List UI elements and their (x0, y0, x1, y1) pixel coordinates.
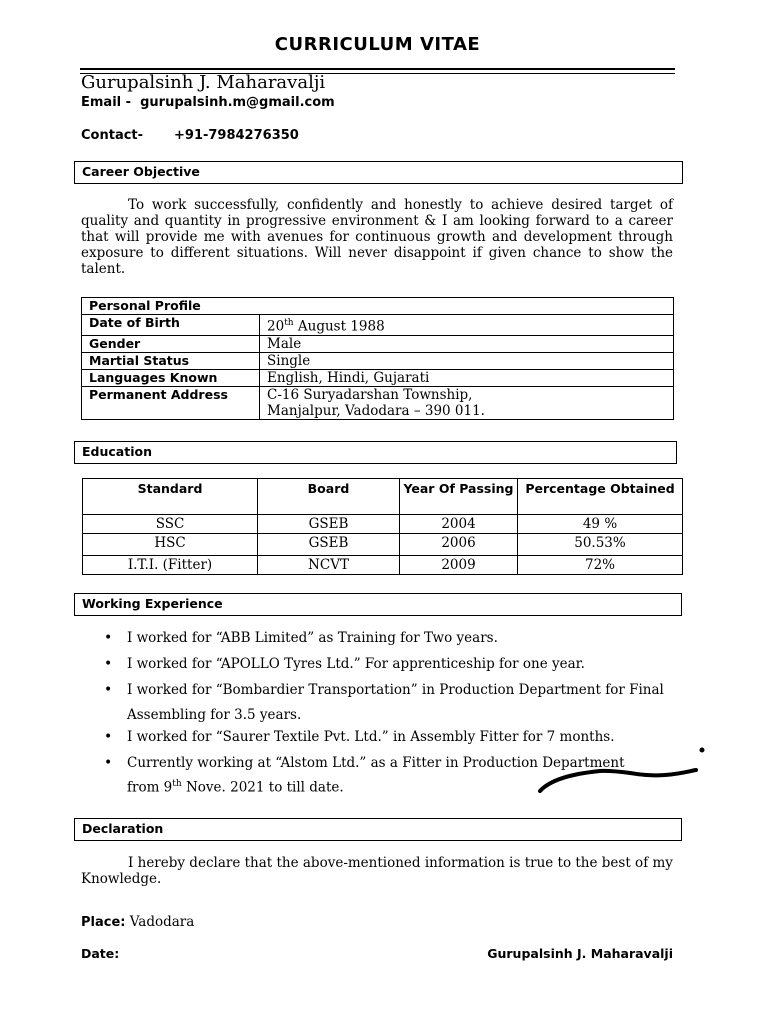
column-header: Board (258, 479, 400, 515)
profile-value: English, Hindi, Gujarati (260, 369, 674, 386)
table-row (82, 369, 674, 386)
table-row (82, 315, 674, 336)
table-cell: 2004 (400, 515, 518, 534)
table-cell: 2006 (400, 534, 518, 556)
address-line-1: C-16 Suryadarshan Township, (267, 386, 473, 403)
profile-value: Male (260, 335, 674, 352)
signature-name: Gurupalsinh J. Maharavalji (487, 946, 673, 961)
profile-label: Languages Known (82, 369, 260, 386)
table-row (83, 556, 683, 575)
column-header: Standard (83, 479, 258, 515)
personal-profile-table (81, 297, 674, 420)
place-label: Place: (81, 915, 126, 930)
contact-label: Contact- (81, 128, 144, 143)
dob-suffix: th (284, 318, 294, 328)
profile-label: Date of Birth (82, 315, 260, 336)
place-line (81, 914, 194, 930)
address-line-2: Manjalpur, Vadodara – 390 011. (267, 402, 485, 419)
table-cell: HSC (83, 534, 258, 556)
profile-value (260, 386, 674, 419)
table-cell: 2009 (400, 556, 518, 575)
table-row (82, 335, 674, 352)
contact-value: +91-7984276350 (174, 128, 299, 143)
email-line (81, 95, 335, 110)
page-title: CURRICULUM VITAE (274, 34, 481, 55)
email-value: gurupalsinh.m@gmail.com (140, 95, 335, 110)
table-cell: GSEB (258, 534, 400, 556)
table-row (83, 515, 683, 534)
dob-rest: August 1988 (293, 318, 385, 335)
table-cell: 72% (518, 556, 683, 575)
career-objective-heading: Career Objective (74, 161, 683, 184)
table-row (82, 386, 674, 419)
date-label: Date: (81, 946, 120, 961)
table-cell: NCVT (258, 556, 400, 575)
table-cell: GSEB (258, 515, 400, 534)
working-experience-heading: Working Experience (74, 593, 682, 616)
profile-value (260, 315, 674, 336)
current-job-date-suffix: th (172, 779, 182, 789)
table-cell: 50.53% (518, 534, 683, 556)
career-objective-text: To work successfully, confidently and honestly to achieve desired target of quality and quantity in progressive environment & I am looking forward to a career that will provide me with avenues for continuous growth and development through exposure to different situations. Will never disappoint if given chance to show the talent. (81, 197, 673, 277)
list-item: • I worked for “APOLLO Tyres Ltd.” For apprenticeship for one year. (104, 656, 684, 673)
profile-label: Permanent Address (82, 386, 260, 419)
table-row (82, 352, 674, 369)
table-row (82, 298, 674, 315)
column-header: Percentage Obtained (518, 479, 683, 515)
list-item: • I worked for “Saurer Textile Pvt. Ltd.” in Assembly Fitter for 7 months. (104, 729, 684, 746)
current-job-date-pre: from 9 (127, 779, 173, 796)
table-cell: SSC (83, 515, 258, 534)
education-table (82, 478, 683, 575)
email-label: Email - (81, 95, 132, 110)
list-item: • I worked for “Bombardier Transportation” in Production Department for Final Assembling for 3.5 years. (104, 678, 684, 728)
personal-profile-heading: Personal Profile (82, 298, 674, 315)
table-cell: 49 % (518, 515, 683, 534)
declaration-text: I hereby declare that the above-mentioned information is true to the best of my Knowledge. (81, 855, 673, 887)
table-cell: I.T.I. (Fitter) (83, 556, 258, 575)
profile-label: Martial Status (82, 352, 260, 369)
table-header-row (83, 479, 683, 515)
current-job-line: Currently working at “Alstom Ltd.” as a Fitter in Production Department (127, 755, 625, 771)
column-header: Year Of Passing (400, 479, 518, 515)
pen-scribble (530, 738, 710, 798)
dob-day: 20 (267, 318, 285, 335)
current-job-date-post: Nove. 2021 to till date. (181, 779, 344, 796)
current-job-dates (127, 776, 344, 797)
header-divider (80, 68, 675, 70)
table-row (83, 534, 683, 556)
declaration-heading: Declaration (74, 818, 682, 841)
profile-value: Single (260, 352, 674, 369)
candidate-name: Gurupalsinh J. Maharavalji (81, 72, 326, 93)
education-heading: Education (74, 441, 677, 464)
list-item: • I worked for “ABB Limited” as Training for Two years. (104, 630, 684, 647)
profile-label: Gender (82, 335, 260, 352)
place-value: Vadodara (129, 914, 195, 930)
